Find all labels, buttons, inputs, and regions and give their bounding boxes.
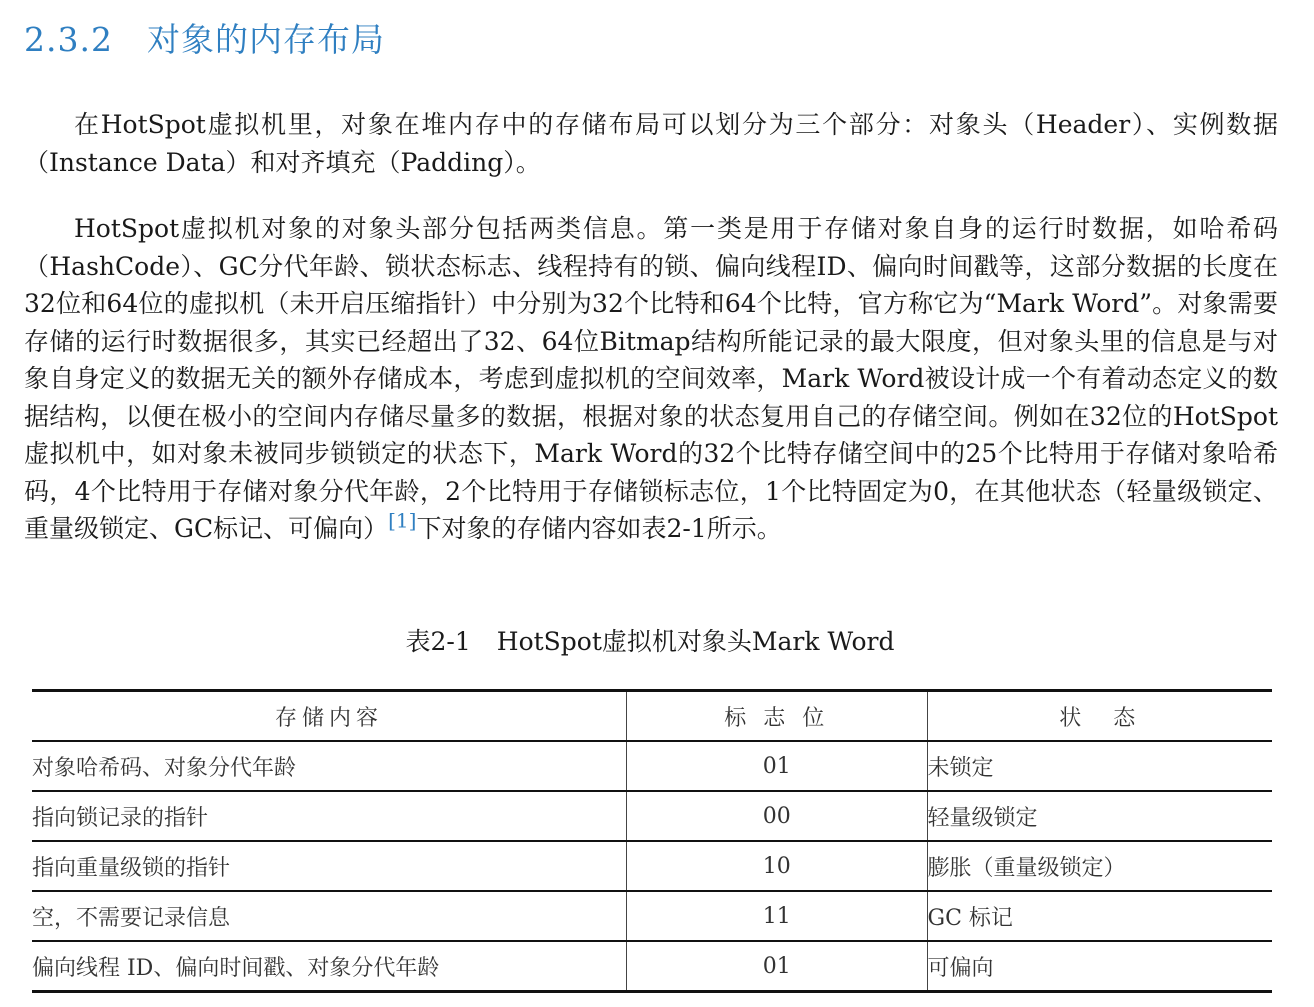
row-state-cell: 膨胀（重量级锁定）	[927, 841, 1272, 891]
row-content-cell: 空，不需要记录信息	[32, 905, 231, 931]
row-state-cell: 未锁定	[927, 741, 1272, 791]
table-row	[32, 941, 1272, 992]
table-row	[32, 891, 1272, 941]
row-flag-cell: 10	[627, 841, 928, 891]
footnote-reference-link[interactable]: [1]	[388, 508, 417, 533]
row-flag-cell: 01	[627, 941, 928, 992]
row-content-cell: 指向锁记录的指针	[32, 805, 209, 831]
header-state: 状 态	[927, 691, 1272, 742]
row-state-cell: 轻量级锁定	[927, 791, 1272, 841]
section-number: 2.3.2	[24, 20, 113, 59]
row-content-cell: 对象哈希码、对象分代年龄	[32, 755, 297, 781]
table-caption	[0, 622, 1300, 658]
table-row	[32, 791, 1272, 841]
header-content: 存储内容	[274, 705, 383, 731]
paragraph-object-header-tail: 下对象的存储内容如表2-1所示。	[416, 514, 782, 543]
table-row	[32, 841, 1272, 891]
row-content-cell: 指向重量级锁的指针	[32, 855, 231, 881]
table-header-row	[32, 691, 1272, 742]
paragraph-object-header	[24, 210, 1278, 548]
table-row	[32, 741, 1272, 791]
paragraph-intro-text: 在HotSpot虚拟机里，对象在堆内存中的存储布局可以划分为三个部分：对象头（Header）、实例数据（Instance Data）和对齐填充（Padding）。	[24, 110, 1278, 177]
mark-word-table	[32, 689, 1272, 993]
table-caption-number: 表2-1	[405, 627, 471, 656]
row-content-cell: 偏向线程 ID、偏向时间戳、对象分代年龄	[32, 955, 440, 981]
row-state-cell: 可偏向	[927, 941, 1272, 992]
header-flag: 标 志 位	[627, 691, 928, 742]
section-title: 对象的内存布局	[146, 20, 385, 59]
row-flag-cell: 01	[627, 741, 928, 791]
table-caption-title: HotSpot虚拟机对象头Mark Word	[496, 627, 895, 656]
paragraph-object-header-text: HotSpot虚拟机对象的对象头部分包括两类信息。第一类是用于存储对象自身的运行时数据，如哈希码（HashCode）、GC分代年龄、锁状态标志、线程持有的锁、偏向线程ID、偏向时间戳等，这部分数据的长度在32位和64位的虚拟机（未开启压缩指针）中分别为32个比特和64个比特，官方称它为“Mark Word”。对象需要存储的运行时数据很多，其实已经超出了32、64位Bitmap结构所能记录的最大限度，但对象头里的信息是与对象自身定义的数据无关的额外存储成本，考虑到虚拟机的空间效率，Mark Word被设计成一个有着动态定义的数据结构，以便在极小的空间内存储尽量多的数据，根据对象的状态复用自己的存储空间。例如在32位的HotSpot虚拟机中，如对象未被同步锁锁定的状态下，Mark Word的32个比特存储空间中的25个比特用于存储对象哈希码，4个比特用于存储对象分代年龄，2个比特用于存储锁标志位，1个比特固定为0，在其他状态（轻量级锁定、重量级锁定、GC标记、可偏向）	[24, 214, 1278, 543]
section-heading	[24, 14, 385, 61]
row-flag-cell: 11	[627, 891, 928, 941]
row-state-cell: GC 标记	[927, 891, 1272, 941]
paragraph-intro	[24, 106, 1278, 181]
row-flag-cell: 00	[627, 791, 928, 841]
